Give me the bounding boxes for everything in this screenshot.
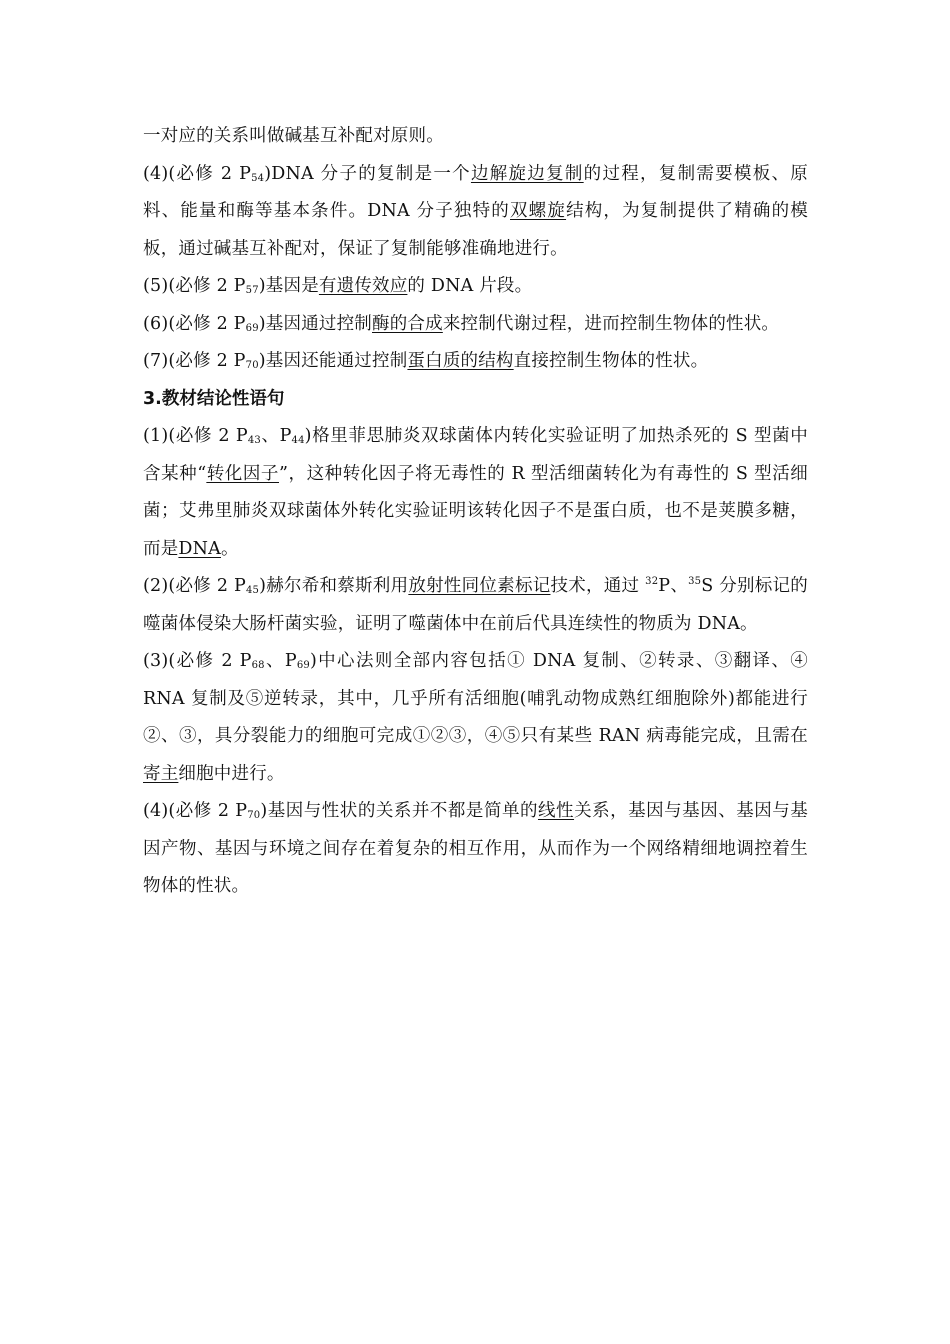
item-text: 的过程，复制需要模板、原料、能量和酶等基本条件。DNA 分子独特的	[143, 163, 808, 221]
item-prefix: (7)(必修 2 P	[143, 351, 246, 371]
paragraph-conclusion-3	[143, 643, 808, 793]
paragraph-item-5	[143, 268, 808, 306]
paragraph-item-7	[143, 343, 808, 381]
item-text: 关系，基因与基因、基因与基因产物、基因与环境之间存在着复杂的相互作用，从而作为一个网络精细地调控着生物体的性状。	[143, 801, 808, 896]
underlined-answer: 边解旋边复制	[470, 163, 584, 184]
item-text: 的 DNA 片段。	[407, 276, 533, 296]
underlined-answer: DNA	[178, 538, 221, 559]
underlined-answer: 转化因子	[206, 463, 279, 484]
item-prefix: (4)(必修 2 P	[143, 163, 252, 184]
underlined-answer: 线性	[538, 801, 575, 821]
paragraph-continuation	[143, 118, 808, 156]
underlined-answer: 双螺旋	[510, 201, 567, 221]
item-text: P、	[658, 576, 689, 596]
paragraph-item-4	[143, 156, 808, 269]
item-text: 、P	[260, 426, 292, 446]
page-subscript: 69	[296, 660, 310, 671]
page-subscript: 68	[251, 660, 265, 671]
item-text: )中心法则全部内容包括① DNA 复制、②转录、③翻译、④ RNA 复制及⑤逆转录，其中，几乎所有活细胞(哺乳动物成熟红细胞除外)都能进行②、③，具分裂能力的细胞可完成①②③，④⑤只有某些 RAN 病毒能完成，且需在	[143, 651, 808, 746]
item-text: )格里菲思肺炎双球菌体内转化实验证明了加热杀死的 S 型菌中含某种“	[143, 426, 808, 484]
item-text: )基因还能通过控制	[258, 351, 408, 371]
item-prefix: (5)(必修 2 P	[143, 276, 246, 296]
item-prefix: (3)(必修 2 P	[143, 651, 252, 671]
item-prefix: (4)(必修 2 P	[143, 801, 248, 821]
section-heading: 3.教材结论性语句	[143, 388, 285, 409]
page-subscript: 45	[245, 585, 260, 596]
item-text: )基因通过控制	[258, 313, 373, 334]
item-text: 。	[221, 538, 239, 559]
item-text: 、P	[264, 651, 297, 671]
paragraph-conclusion-2	[143, 568, 808, 643]
item-prefix: (6)(必修 2 P	[143, 313, 246, 334]
isotope-superscript: 35	[688, 576, 702, 587]
paragraph-conclusion-4	[143, 793, 808, 906]
page-subscript: 44	[291, 435, 305, 446]
item-text: 细胞中进行。	[178, 763, 285, 784]
page-subscript: 43	[247, 435, 261, 446]
item-prefix: (1)(必修 2 P	[143, 426, 248, 446]
page-subscript: 57	[245, 285, 259, 296]
page-subscript: 69	[245, 322, 259, 334]
item-text: 技术，通过	[550, 576, 646, 596]
page-subscript: 70	[245, 360, 259, 371]
underlined-answer: 酶的合成	[372, 313, 443, 334]
paragraph-text: 一对应的关系叫做碱基互补配对原则。	[143, 126, 444, 146]
item-text: )基因与性状的关系并不都是简单的	[260, 801, 539, 821]
paragraph-conclusion-1	[143, 418, 808, 568]
item-text: )赫尔希和蔡斯利用	[259, 576, 409, 596]
isotope-superscript: 32	[645, 576, 659, 587]
item-text: 来控制代谢过程，进而控制生物体的性状。	[442, 313, 780, 334]
document-page	[143, 118, 808, 906]
underlined-answer: 有遗传效应	[318, 276, 408, 296]
item-text: 结构，为复制提供了精确的模板，通过碱基互补配对，保证了复制能够准确地进行。	[143, 201, 808, 259]
item-text: )DNA 分子的复制是一个	[264, 163, 471, 184]
item-text: S 分别标记的噬菌体侵染大肠杆菌实验，证明了噬菌体中在前后代具连续性的物质为 DNA。	[143, 576, 808, 634]
underlined-answer: 寄主	[143, 763, 179, 784]
item-text: ”，这种转化因子将无毒性的 R 型活细菌转化为有毒性的 S 型活细菌；艾弗里肺炎双球菌体外转化实验证明该转化因子不是蛋白质，也不是荚膜多糖，而是	[143, 463, 808, 559]
underlined-answer: 放射性同位素标记	[408, 576, 551, 596]
page-subscript: 54	[251, 172, 265, 184]
item-prefix: (2)(必修 2 P	[143, 576, 246, 596]
underlined-answer: 蛋白质的结构	[407, 351, 514, 371]
item-text: )基因是	[258, 276, 319, 296]
item-text: 直接控制生物体的性状。	[513, 351, 709, 371]
page-subscript: 70	[247, 810, 261, 821]
paragraph-item-6	[143, 306, 808, 344]
